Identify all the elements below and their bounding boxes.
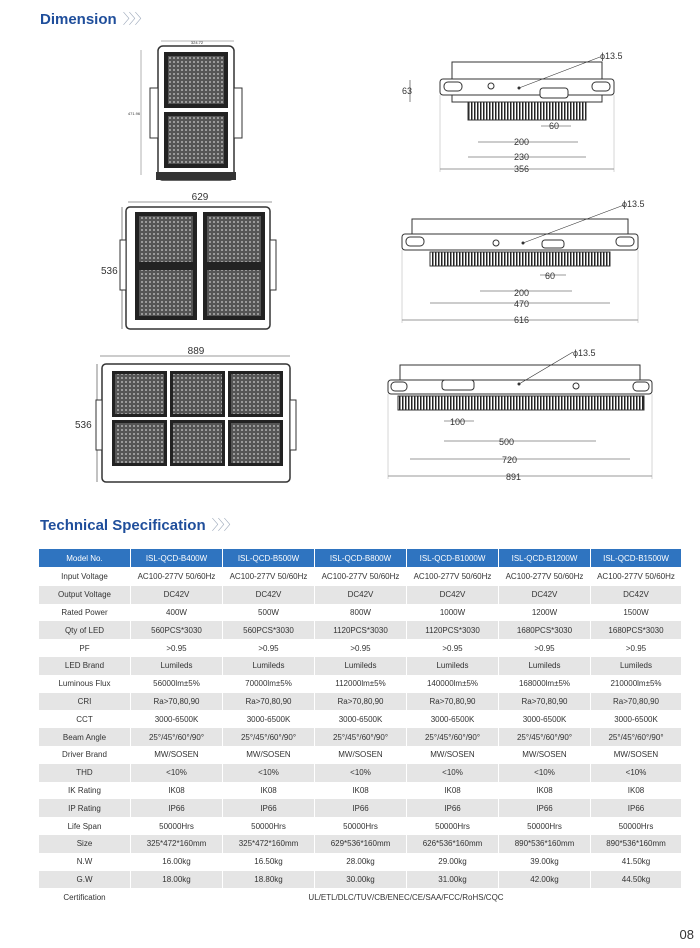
table-cell: <10% bbox=[407, 764, 499, 782]
table-cell: 28.00kg bbox=[315, 853, 407, 871]
table-cell: 1120PCS*3030 bbox=[407, 621, 499, 639]
header-model: ISL-QCD-B1200W bbox=[499, 549, 591, 568]
table-cell: Lumileds bbox=[499, 657, 591, 675]
table-cell: MW/SOSEN bbox=[315, 746, 407, 764]
table-cell: 29.00kg bbox=[407, 853, 499, 871]
table-cell: 18.00kg bbox=[131, 871, 223, 889]
model2-dim-60: 60 bbox=[545, 271, 556, 281]
dimension-title: Dimension bbox=[40, 11, 117, 28]
row-label: Size bbox=[39, 835, 131, 853]
table-cell: >0.95 bbox=[131, 639, 223, 657]
model3-hole-label: ϕ13.5 bbox=[573, 348, 596, 358]
header-model: ISL-QCD-B1000W bbox=[407, 549, 499, 568]
table-cell: Ra>70,80,90 bbox=[315, 693, 407, 711]
table-cell: 31.00kg bbox=[407, 871, 499, 889]
table-cell: 70000lm±5% bbox=[223, 675, 315, 693]
table-cell: 44.50kg bbox=[591, 871, 682, 889]
page-number: 08 bbox=[679, 927, 694, 942]
row-label: CCT bbox=[39, 710, 131, 728]
table-cell: 112000lm±5% bbox=[315, 675, 407, 693]
model1-dim-356: 356 bbox=[514, 164, 530, 174]
table-cell: 50000Hrs bbox=[591, 817, 682, 835]
table-row bbox=[39, 710, 682, 728]
table-row bbox=[39, 639, 682, 657]
row-label: N.W bbox=[39, 853, 131, 871]
table-row bbox=[39, 817, 682, 835]
model3-side-view bbox=[388, 348, 652, 482]
model3-dim-891: 891 bbox=[506, 472, 522, 482]
table-cell: IK08 bbox=[131, 782, 223, 800]
table-cell: IP66 bbox=[131, 799, 223, 817]
chevron-icon: 〉〉〉 bbox=[211, 517, 237, 533]
row-label: THD bbox=[39, 764, 131, 782]
chevron-icon: 〉〉〉 bbox=[122, 11, 148, 27]
table-row bbox=[39, 782, 682, 800]
row-label: Certification bbox=[39, 888, 131, 906]
table-cell: 890*536*160mm bbox=[591, 835, 682, 853]
table-cell: 626*536*160mm bbox=[407, 835, 499, 853]
table-row bbox=[39, 853, 682, 871]
model2-dim-470: 470 bbox=[514, 299, 530, 309]
table-cell: 16.50kg bbox=[223, 853, 315, 871]
table-cell: AC100-277V 50/60Hz bbox=[591, 568, 682, 586]
model3-dim-720: 720 bbox=[502, 455, 518, 465]
table-cell: Lumileds bbox=[131, 657, 223, 675]
row-label: CRI bbox=[39, 693, 131, 711]
row-label: Beam Angle bbox=[39, 728, 131, 746]
table-cell: 168000lm±5% bbox=[499, 675, 591, 693]
row-label: LED Brand bbox=[39, 657, 131, 675]
row-label: Input Voltage bbox=[39, 568, 131, 586]
table-row bbox=[39, 568, 682, 586]
row-label: Life Span bbox=[39, 817, 131, 835]
table-cell: 3000-6500K bbox=[223, 710, 315, 728]
table-cell: 1680PCS*3030 bbox=[591, 621, 682, 639]
model1-dim-230: 230 bbox=[514, 152, 530, 162]
spec-header-row bbox=[39, 549, 682, 568]
table-cell: IP66 bbox=[499, 799, 591, 817]
model1-hole-label: ϕ13.5 bbox=[600, 51, 623, 61]
table-cell: 1680PCS*3030 bbox=[499, 621, 591, 639]
model2-front-width: 629 bbox=[191, 192, 209, 203]
model1-side-view bbox=[402, 51, 623, 174]
header-model: ISL-QCD-B400W bbox=[131, 549, 223, 568]
table-row bbox=[39, 871, 682, 889]
table-cell: <10% bbox=[315, 764, 407, 782]
table-cell: 42.00kg bbox=[499, 871, 591, 889]
table-cell: 25°/45°/60°/90° bbox=[407, 728, 499, 746]
table-cell: DC42V bbox=[223, 586, 315, 604]
row-label: PF bbox=[39, 639, 131, 657]
table-cell: IK08 bbox=[407, 782, 499, 800]
table-cell: 3000-6500K bbox=[131, 710, 223, 728]
row-label: Output Voltage bbox=[39, 586, 131, 604]
table-cell: 25°/45°/60°/90° bbox=[223, 728, 315, 746]
model3-dim-100: 100 bbox=[450, 417, 466, 427]
table-cell: IP66 bbox=[315, 799, 407, 817]
model3-front-width: 889 bbox=[187, 346, 205, 357]
spec-heading bbox=[40, 515, 237, 535]
spec-table bbox=[38, 548, 682, 906]
table-cell: Ra>70,80,90 bbox=[223, 693, 315, 711]
table-row bbox=[39, 657, 682, 675]
table-cell: >0.95 bbox=[223, 639, 315, 657]
header-model: ISL-QCD-B500W bbox=[223, 549, 315, 568]
header-model: ISL-QCD-B800W bbox=[315, 549, 407, 568]
table-row bbox=[39, 621, 682, 639]
table-cell: >0.95 bbox=[499, 639, 591, 657]
table-cell: <10% bbox=[131, 764, 223, 782]
table-cell: Ra>70,80,90 bbox=[407, 693, 499, 711]
table-row bbox=[39, 799, 682, 817]
table-cell: DC42V bbox=[407, 586, 499, 604]
table-cell: DC42V bbox=[499, 586, 591, 604]
table-cell: 210000lm±5% bbox=[591, 675, 682, 693]
model3-front-height: 536 bbox=[75, 420, 92, 431]
certification-value: UL/ETL/DLC/TUV/CB/ENEC/CE/SAA/FCC/RoHS/CQC bbox=[131, 888, 682, 906]
table-cell: >0.95 bbox=[591, 639, 682, 657]
table-cell: 50000Hrs bbox=[131, 817, 223, 835]
model1-side-height: 63 bbox=[402, 86, 413, 96]
table-cell: Ra>70,80,90 bbox=[499, 693, 591, 711]
table-cell: 325*472*160mm bbox=[131, 835, 223, 853]
table-cell: 50000Hrs bbox=[499, 817, 591, 835]
header-model: ISL-QCD-B1500W bbox=[591, 549, 682, 568]
row-label: IP Rating bbox=[39, 799, 131, 817]
table-cell: <10% bbox=[591, 764, 682, 782]
table-cell: 25°/45°/60°/90° bbox=[131, 728, 223, 746]
model2-front-height: 536 bbox=[101, 266, 118, 277]
table-cell: DC42V bbox=[591, 586, 682, 604]
table-cell: Ra>70,80,90 bbox=[591, 693, 682, 711]
table-cell: 3000-6500K bbox=[499, 710, 591, 728]
model1-dim-200: 200 bbox=[514, 137, 530, 147]
table-row bbox=[39, 764, 682, 782]
table-cell: 400W bbox=[131, 604, 223, 622]
model1-front-width: 324.72 bbox=[190, 40, 204, 45]
row-label: Luminous Flux bbox=[39, 675, 131, 693]
spec-body bbox=[39, 568, 682, 907]
table-row bbox=[39, 835, 682, 853]
table-cell: AC100-277V 50/60Hz bbox=[223, 568, 315, 586]
table-cell: 800W bbox=[315, 604, 407, 622]
model3-dim-500: 500 bbox=[499, 437, 515, 447]
table-cell: MW/SOSEN bbox=[591, 746, 682, 764]
table-cell: 560PCS*3030 bbox=[223, 621, 315, 639]
table-cell: 41.50kg bbox=[591, 853, 682, 871]
table-row bbox=[39, 693, 682, 711]
table-cell: 25°/45°/60°/90° bbox=[591, 728, 682, 746]
table-cell: 16.00kg bbox=[131, 853, 223, 871]
model1-front-height: 471.96 bbox=[127, 111, 141, 116]
table-cell: DC42V bbox=[315, 586, 407, 604]
table-cell: Lumileds bbox=[223, 657, 315, 675]
table-cell: 1500W bbox=[591, 604, 682, 622]
table-cell: 500W bbox=[223, 604, 315, 622]
model2-front-view bbox=[101, 192, 276, 329]
model2-dim-616: 616 bbox=[514, 315, 530, 325]
table-cell: AC100-277V 50/60Hz bbox=[499, 568, 591, 586]
table-cell: 50000Hrs bbox=[223, 817, 315, 835]
table-cell: 50000Hrs bbox=[315, 817, 407, 835]
table-cell: 56000lm±5% bbox=[131, 675, 223, 693]
model1-front-view bbox=[128, 40, 242, 180]
table-cell: IP66 bbox=[223, 799, 315, 817]
table-cell: AC100-277V 50/60Hz bbox=[407, 568, 499, 586]
header-model-no: Model No. bbox=[39, 549, 131, 568]
table-cell: MW/SOSEN bbox=[499, 746, 591, 764]
table-cell: 30.00kg bbox=[315, 871, 407, 889]
table-cell: IP66 bbox=[407, 799, 499, 817]
table-row bbox=[39, 746, 682, 764]
table-cell: 1000W bbox=[407, 604, 499, 622]
table-row bbox=[39, 586, 682, 604]
row-label: IK Rating bbox=[39, 782, 131, 800]
table-cell: Lumileds bbox=[407, 657, 499, 675]
table-cell: <10% bbox=[223, 764, 315, 782]
spec-title: Technical Specification bbox=[40, 517, 206, 534]
table-cell: 25°/45°/60°/90° bbox=[499, 728, 591, 746]
table-cell: IK08 bbox=[223, 782, 315, 800]
table-cell: IP66 bbox=[591, 799, 682, 817]
table-cell: IK08 bbox=[499, 782, 591, 800]
table-cell: IK08 bbox=[315, 782, 407, 800]
row-label: Driver Brand bbox=[39, 746, 131, 764]
table-cell: Lumileds bbox=[591, 657, 682, 675]
table-cell: >0.95 bbox=[407, 639, 499, 657]
row-label: Rated Power bbox=[39, 604, 131, 622]
table-cell: 50000Hrs bbox=[407, 817, 499, 835]
table-cell: 3000-6500K bbox=[407, 710, 499, 728]
table-cell: IK08 bbox=[591, 782, 682, 800]
table-cell: 325*472*160mm bbox=[223, 835, 315, 853]
model1-dim-60: 60 bbox=[549, 121, 560, 131]
table-cell: 1120PCS*3030 bbox=[315, 621, 407, 639]
model3-front-view bbox=[75, 346, 296, 482]
table-cell: 140000lm±5% bbox=[407, 675, 499, 693]
table-cell: 890*536*160mm bbox=[499, 835, 591, 853]
table-cell: 3000-6500K bbox=[315, 710, 407, 728]
table-cell: >0.95 bbox=[315, 639, 407, 657]
table-cell: Lumileds bbox=[315, 657, 407, 675]
table-cell: 25°/45°/60°/90° bbox=[315, 728, 407, 746]
table-cell: 560PCS*3030 bbox=[131, 621, 223, 639]
table-cell: 1200W bbox=[499, 604, 591, 622]
table-cell: MW/SOSEN bbox=[223, 746, 315, 764]
table-row bbox=[39, 728, 682, 746]
table-cell: 3000-6500K bbox=[591, 710, 682, 728]
table-cell: 18.80kg bbox=[223, 871, 315, 889]
table-row bbox=[39, 675, 682, 693]
model2-side-view bbox=[402, 199, 645, 325]
model2-dim-200: 200 bbox=[514, 288, 530, 298]
model2-hole-label: ϕ13.5 bbox=[622, 199, 645, 209]
table-row bbox=[39, 888, 682, 906]
table-cell: <10% bbox=[499, 764, 591, 782]
table-row bbox=[39, 604, 682, 622]
table-cell: 629*536*160mm bbox=[315, 835, 407, 853]
table-cell: AC100-277V 50/60Hz bbox=[131, 568, 223, 586]
table-cell: 39.00kg bbox=[499, 853, 591, 871]
row-label: G.W bbox=[39, 871, 131, 889]
table-cell: Ra>70,80,90 bbox=[131, 693, 223, 711]
table-cell: AC100-277V 50/60Hz bbox=[315, 568, 407, 586]
table-cell: DC42V bbox=[131, 586, 223, 604]
table-cell: MW/SOSEN bbox=[407, 746, 499, 764]
row-label: Qty of LED bbox=[39, 621, 131, 639]
table-cell: MW/SOSEN bbox=[131, 746, 223, 764]
